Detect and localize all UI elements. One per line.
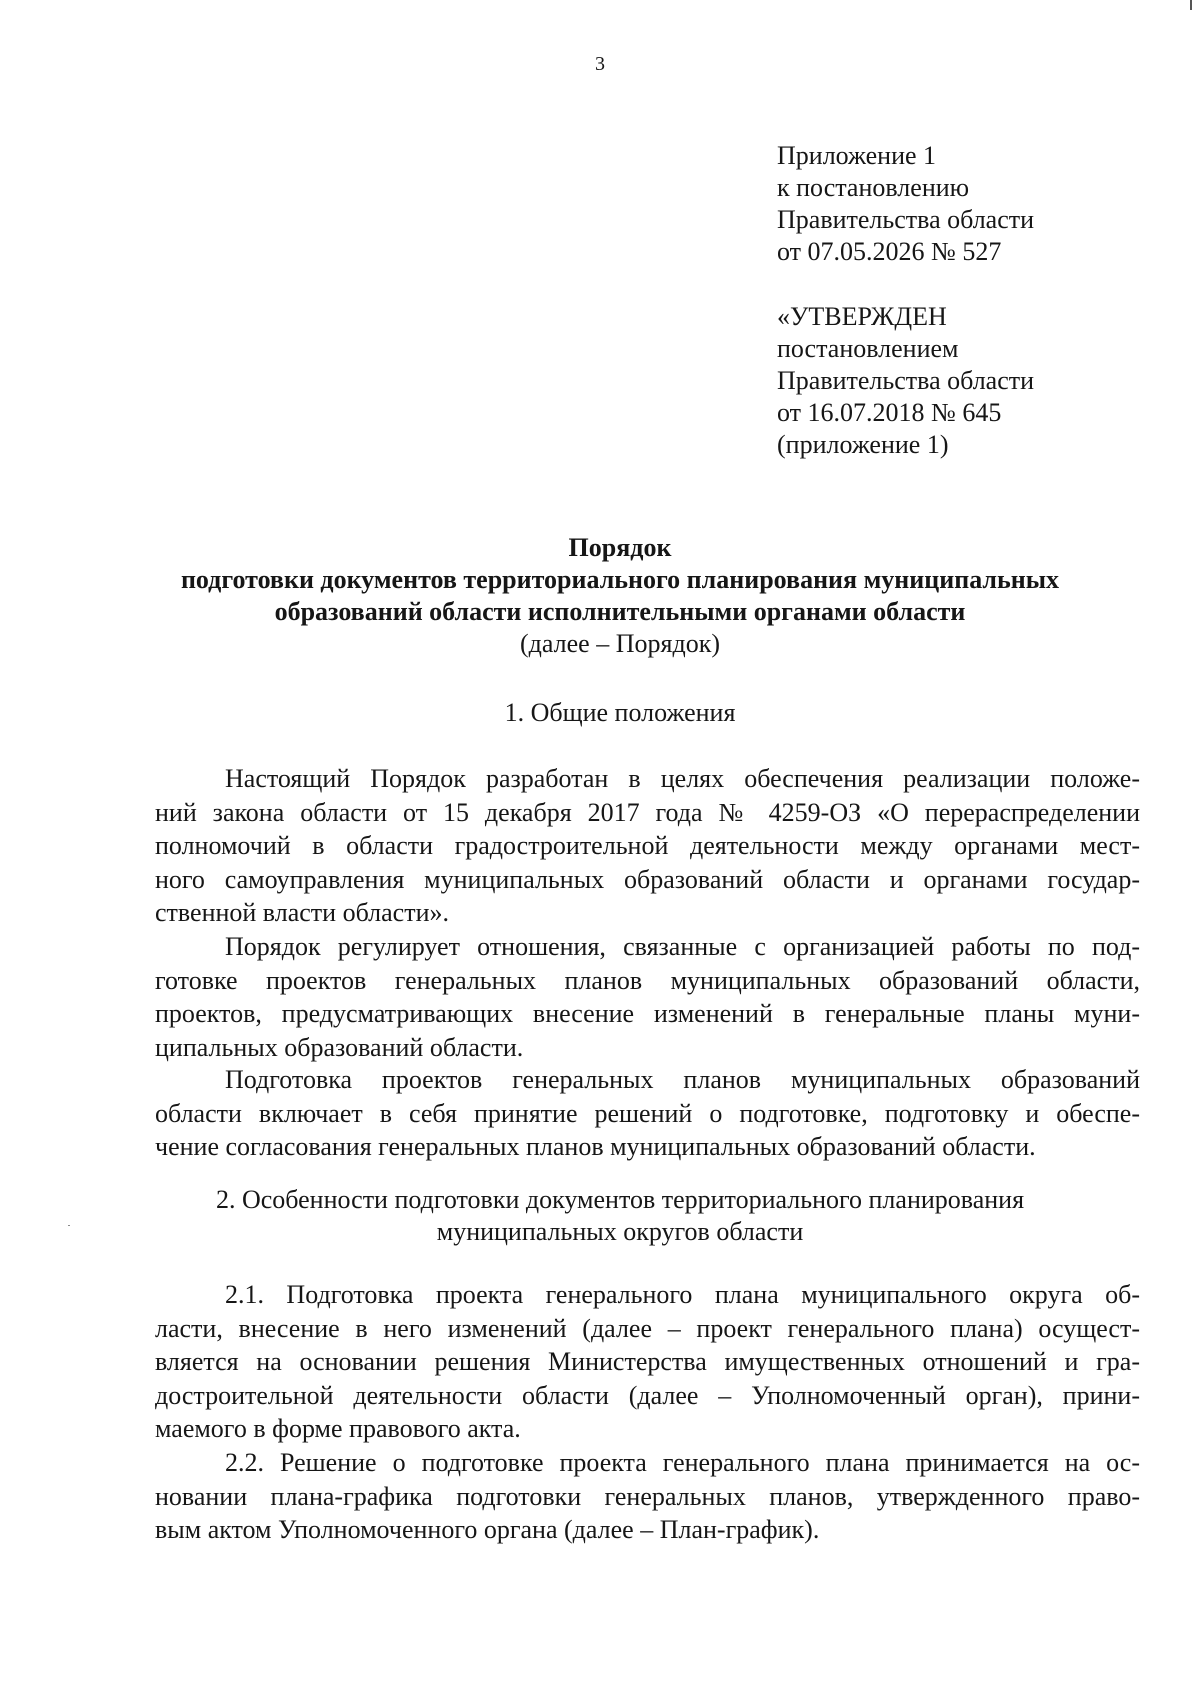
section-heading-line: муниципальных округов области <box>436 1217 804 1246</box>
paragraph-line: области включает в себя принятие решений о подготовке, подготовку и обеспе- <box>155 1098 1140 1128</box>
section-1-paragraph-3 <box>155 1063 1140 1164</box>
paragraph-line: ципальных образований области. <box>155 1032 524 1062</box>
scan-corner-mark <box>1190 0 1192 10</box>
approval-line: от 16.07.2018 № 645 <box>777 398 1002 427</box>
approval-block <box>777 301 1034 461</box>
section-1-paragraph-1 <box>155 762 1140 930</box>
paragraph-line: Подготовка проектов генеральных планов муниципальных образований <box>225 1065 1140 1094</box>
title-note: (далее – Порядок) <box>520 629 720 658</box>
paragraph-line: 2.2. Решение о подготовке проекта генерального плана принимается на ос- <box>225 1448 1140 1477</box>
paragraph-line: чение согласования генеральных планов муниципальных образований области. <box>155 1132 1036 1161</box>
section-heading-line: 2. Особенности подготовки документов территориального планирования <box>215 1185 1025 1214</box>
attachment-line: Правительства области <box>777 205 1035 234</box>
paragraph-line: Настоящий Порядок разработан в целях обеспечения реализации положе- <box>225 764 1140 793</box>
paragraph-line: ственной власти области». <box>155 898 449 927</box>
paragraph-line: вым актом Уполномоченного органа (далее – План-график). <box>155 1515 820 1544</box>
paragraph-line: 2.1. Подготовка проекта генерального плана муниципального округа об- <box>225 1280 1140 1309</box>
document-title <box>120 532 1120 660</box>
section-2-paragraph-1 <box>155 1278 1140 1446</box>
title-subtitle-line: образований области исполнительными органами области <box>274 597 966 626</box>
section-2-paragraph-2 <box>155 1446 1140 1547</box>
paragraph-line: новании плана-графика подготовки генеральных планов, утвержденного право- <box>155 1481 1140 1511</box>
paragraph-line: достроительной деятельности области (далее – Уполномоченный орган), прини- <box>155 1380 1140 1410</box>
approval-line: постановлением <box>777 334 959 363</box>
title-heading: Порядок <box>568 533 672 562</box>
paragraph-line: полномочий в области градостроительной деятельности между органами мест- <box>155 831 1140 860</box>
section-1-heading <box>120 697 1120 729</box>
attachment-line: от 07.05.2026 № 527 <box>777 237 1002 266</box>
paragraph-line: проектов, предусматривающих внесение изменений в генеральные планы муни- <box>155 999 1140 1028</box>
attachment-line: к постановлению <box>777 173 970 202</box>
paragraph-line: ласти, внесение в него изменений (далее – проект генерального плана) осущест- <box>155 1313 1140 1343</box>
paragraph-line: ного самоуправления муниципальных образований области и органами государ- <box>155 864 1140 894</box>
section-heading-line: 1. Общие положения <box>504 698 736 727</box>
paragraph-line: ний закона области от 15 декабря 2017 года № 4259-ОЗ «О перераспределении <box>155 797 1140 827</box>
paragraph-line: готовке проектов генеральных планов муниципальных образований области, <box>155 965 1140 995</box>
section-2-heading <box>120 1184 1120 1248</box>
approval-line: Правительства области <box>777 366 1035 395</box>
title-subtitle-line: подготовки документов территориального планирования муниципальных <box>180 565 1060 594</box>
attachment-line: Приложение 1 <box>777 141 937 170</box>
section-1-paragraph-2 <box>155 930 1140 1064</box>
paragraph-line: вляется на основании решения Министерства имущественных отношений и гра- <box>155 1347 1140 1376</box>
approval-line: «УТВЕРЖДЕН <box>777 302 947 331</box>
approval-line: (приложение 1) <box>777 430 949 459</box>
paragraph-line: Порядок регулирует отношения, связанные с организацией работы по под- <box>225 932 1140 961</box>
attachment-block <box>777 140 1034 268</box>
scan-margin-mark <box>68 1225 70 1226</box>
page-number: 3 <box>595 53 605 75</box>
paragraph-line: маемого в форме правового акта. <box>155 1414 521 1443</box>
